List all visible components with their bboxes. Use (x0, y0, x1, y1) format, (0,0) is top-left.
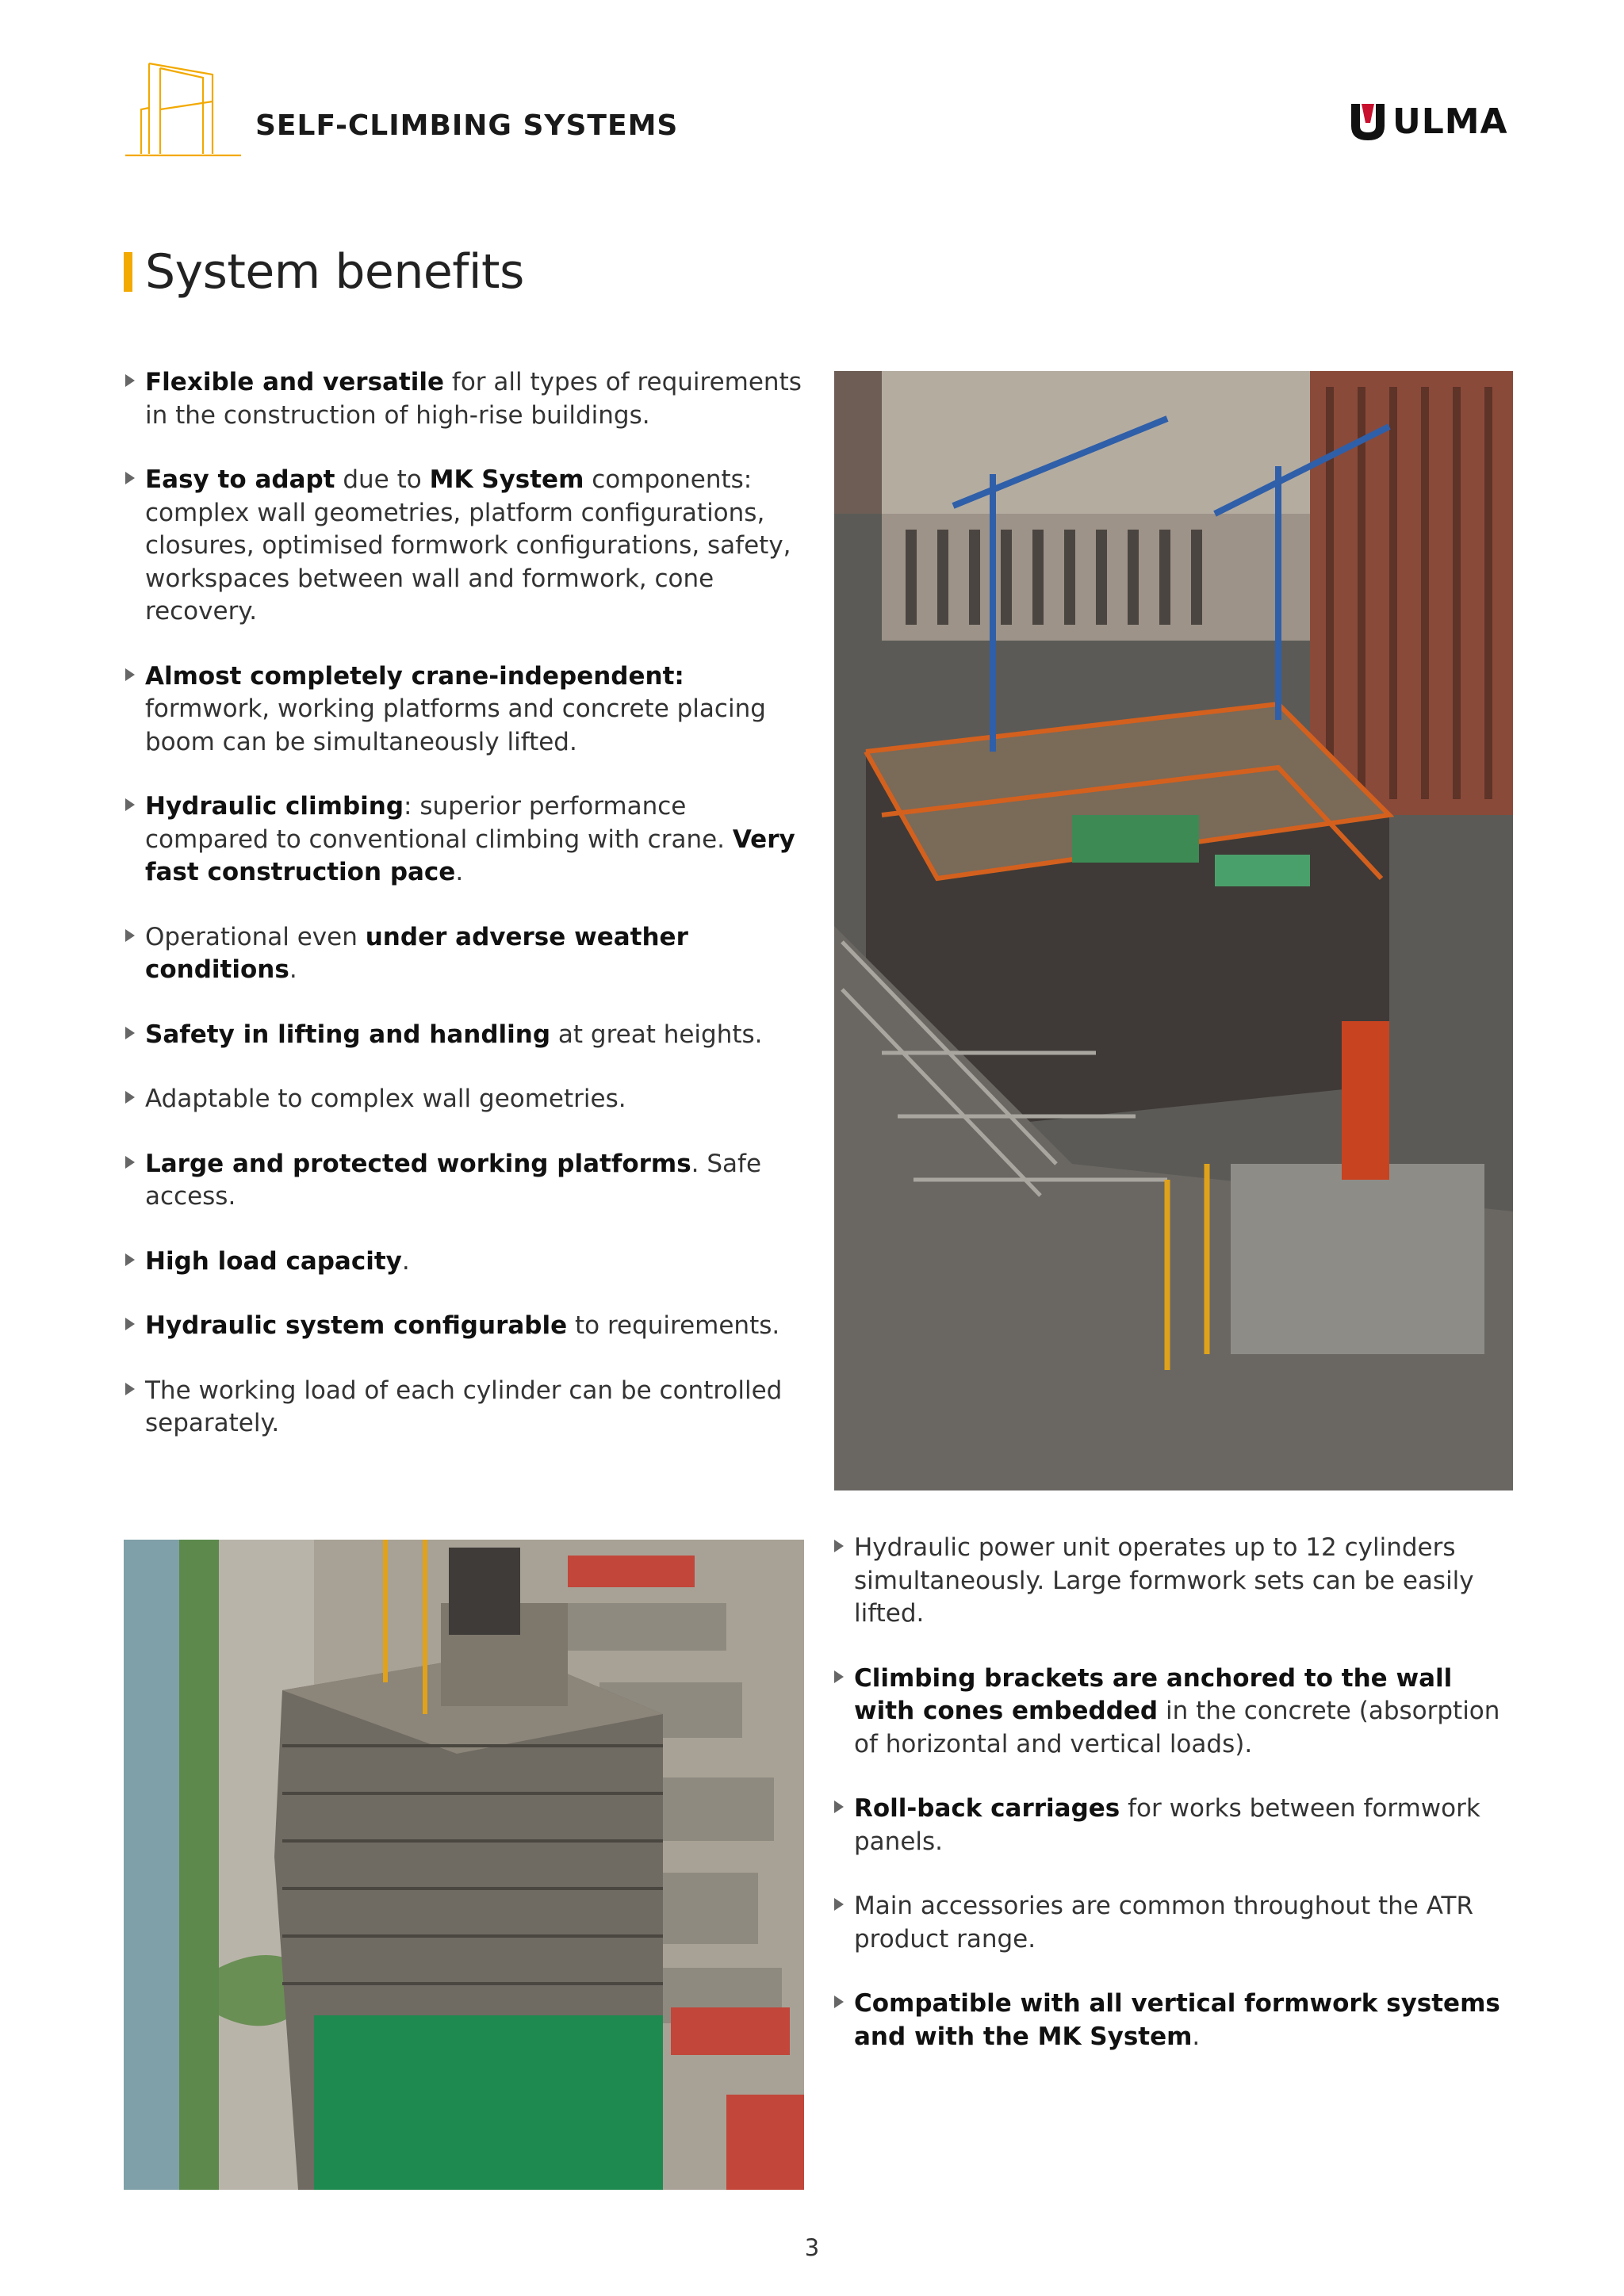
list-item: Climbing brackets are anchored to the wall with cones embedded in the concrete (absorption of horizontal and vertical loads). (833, 1663, 1515, 1762)
list-item: Easy to adapt due to MK System components: complex wall geometries, platform configurations, closures, optimised formwork configurations, safety, workspaces between wall and formwork, cone recovery. (124, 464, 806, 629)
list-item: Hydraulic system configurable to requirements. (124, 1310, 806, 1343)
building-outline-icon (124, 62, 243, 159)
list-item: Almost completely crane-independent: formwork, working platforms and concrete placing boom can be simultaneously lifted. (124, 660, 806, 760)
benefit-list-right (833, 1532, 1515, 2085)
construction-site-aerial-photo (834, 371, 1513, 1490)
ulma-logo-icon (1350, 102, 1386, 142)
brand-logo (1350, 101, 1508, 142)
list-item: Compatible with all vertical formwork systems and with the MK System. (833, 1988, 1515, 2053)
list-item: Flexible and versatile for all types of requirements in the construction of high-rise buildings. (124, 366, 806, 432)
list-item: Adaptable to complex wall geometries. (124, 1083, 806, 1116)
page-title: System benefits (145, 244, 524, 300)
list-item: Operational even under adverse weather conditions. (124, 921, 806, 987)
benefit-list-left (124, 366, 806, 1472)
list-item: Hydraulic power unit operates up to 12 cylinders simultaneously. Large formwork sets can be easily lifted. (833, 1532, 1515, 1631)
list-item: Hydraulic climbing: superior performance compared to conventional climbing with crane. Very fast construction pace. (124, 790, 806, 890)
list-item: Large and protected working platforms. Safe access. (124, 1148, 806, 1214)
tower-construction-photo (124, 1540, 804, 2190)
list-item: High load capacity. (124, 1246, 806, 1279)
section-heading (124, 244, 524, 300)
list-item: The working load of each cylinder can be controlled separately. (124, 1375, 806, 1441)
page-number: 3 (804, 2234, 820, 2261)
document-title: SELF-CLIMBING SYSTEMS (255, 109, 679, 142)
heading-accent-bar (124, 252, 132, 292)
brand-name: ULMA (1392, 101, 1508, 142)
list-item: Safety in lifting and handling at great heights. (124, 1019, 806, 1052)
list-item: Roll-back carriages for works between formwork panels. (833, 1793, 1515, 1858)
list-item: Main accessories are common throughout the ATR product range. (833, 1890, 1515, 1956)
